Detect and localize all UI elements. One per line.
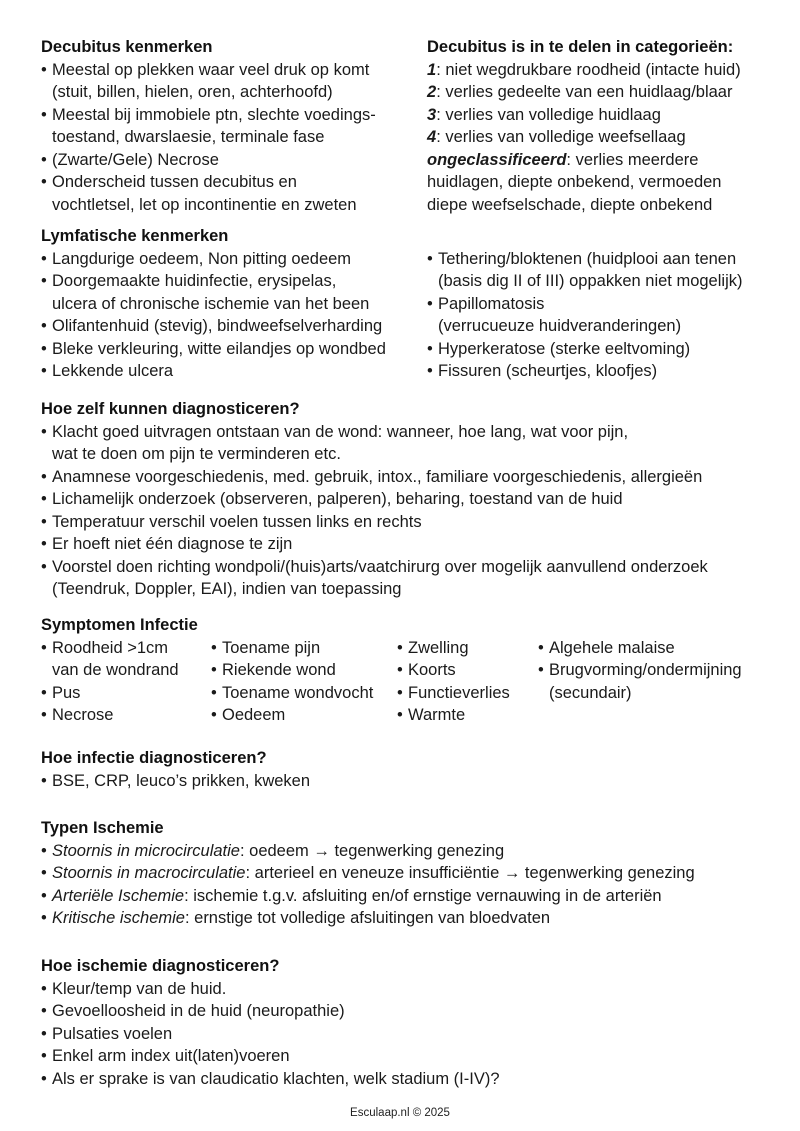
list-item-text: Algehele malaise xyxy=(549,638,675,657)
diagnose-self-list xyxy=(41,421,775,601)
ischemia-text: : ischemie t.g.v. afsluiting en/of ernstige vernauwing in de arteriën xyxy=(184,886,662,905)
list-item xyxy=(41,637,211,682)
list-item xyxy=(41,978,775,1001)
list-item xyxy=(41,907,775,930)
list-item-text: Als er sprake is van claudicatio klachten, welk stadium (I-IV)? xyxy=(52,1069,500,1088)
category-item xyxy=(427,104,775,127)
category-item xyxy=(427,59,775,82)
list-item-text: Brugvorming/ondermijning xyxy=(549,661,742,679)
list-item-text: Warmte xyxy=(408,706,466,724)
unclassified-line-2: huidlagen, diepte onbekend, vermoeden xyxy=(427,173,722,191)
category-text: : verlies gedeelte van een huidlaag/blaar xyxy=(436,83,733,101)
list-item xyxy=(538,659,775,704)
diagnose-self-title: Hoe zelf kunnen diagnosticeren? xyxy=(41,400,300,418)
ischemia-term: Stoornis in macrocirculatie xyxy=(52,864,246,882)
list-item-text: Toename pijn xyxy=(222,638,321,657)
list-item xyxy=(397,637,538,660)
list-item-text: Lichamelijk onderzoek (observeren, palperen), beharing, toestand van de huid xyxy=(52,490,623,508)
list-item-text: Necrose xyxy=(52,706,114,724)
list-item-text: Papillomatosis xyxy=(438,294,545,313)
category-number: 3 xyxy=(427,105,437,124)
list-item xyxy=(41,840,775,863)
infection-diag-section xyxy=(41,747,775,792)
list-item xyxy=(41,338,427,361)
list-item xyxy=(427,338,775,361)
list-item xyxy=(397,704,538,727)
list-item xyxy=(538,637,775,660)
ischemia-types-title: Typen Ischemie xyxy=(41,819,164,837)
list-item xyxy=(41,556,775,601)
infection-title: Symptomen Infectie xyxy=(41,616,198,634)
list-item-text: Onderscheid tussen decubitus en xyxy=(52,173,297,191)
ischemia-text: : ernstige tot volledige afsluitingen van bloedvaten xyxy=(184,909,551,927)
list-item xyxy=(211,659,397,682)
list-item xyxy=(41,466,775,489)
list-item-text: Hyperkeratose (sterke eeltvoming) xyxy=(438,339,691,358)
list-item-text: Temperatuur verschil voelen tussen links en rechts xyxy=(52,512,422,531)
list-item xyxy=(41,770,775,793)
list-item-text: Pulsaties voelen xyxy=(52,1024,173,1043)
list-item xyxy=(41,885,775,908)
list-item xyxy=(41,270,427,315)
list-item-text: Anamnese voorgeschiedenis, med. gebruik, intox., familiare voorgeschiedenis, allergieën xyxy=(52,467,703,486)
list-item xyxy=(41,862,775,885)
ischemia-types-section xyxy=(41,817,775,930)
list-item-text: Pus xyxy=(52,683,81,702)
decubitus-categories xyxy=(427,36,775,216)
list-item-text: (secundair) xyxy=(549,683,632,702)
infection-col-1 xyxy=(41,637,211,727)
list-item-text: (basis dig II of III) oppakken niet mogelijk) xyxy=(438,272,743,290)
list-item xyxy=(41,488,775,511)
list-item xyxy=(41,1045,775,1068)
list-item xyxy=(211,704,397,727)
category-number: 1 xyxy=(427,60,437,79)
list-item xyxy=(41,682,211,705)
list-item-text: Zwelling xyxy=(408,638,469,657)
list-item xyxy=(427,293,775,338)
list-item xyxy=(41,1000,775,1023)
list-item-text: (Teendruk, Doppler, EAI), indien van toepassing xyxy=(52,580,402,598)
list-item-text: Meestal op plekken waar veel druk op komt xyxy=(52,60,370,79)
ischemia-term: Stoornis in microcirculatie xyxy=(52,841,240,860)
category-item xyxy=(427,126,775,149)
infection-diag-title: Hoe infectie diagnosticeren? xyxy=(41,749,267,767)
category-number: 4 xyxy=(427,128,437,146)
list-item xyxy=(41,1023,775,1046)
list-item-text: Bleke verkleuring, witte eilandjes op wondbed xyxy=(52,339,386,358)
list-item-text: BSE, CRP, leuco’s prikken, kweken xyxy=(52,771,311,790)
list-item-text: Olifantenhuid (stevig), bindweefselverharding xyxy=(52,317,383,335)
list-item xyxy=(41,704,211,727)
lymph-list-right xyxy=(427,248,775,383)
ischemia-diag-list xyxy=(41,978,775,1091)
diagnose-self-section xyxy=(41,398,775,601)
categories-list xyxy=(427,59,775,149)
lymph-title: Lymfatische kenmerken xyxy=(41,227,229,245)
category-text: : verlies van volledige huidlaag xyxy=(436,105,661,124)
list-item-text: vochtletsel, let op incontinentie en zweten xyxy=(52,195,357,214)
list-item xyxy=(41,421,775,466)
list-item-text: Doorgemaakte huidinfectie, erysipelas, xyxy=(52,272,337,290)
list-item-text: Functieverlies xyxy=(408,683,510,702)
unclassified-label: ongeclassificeerd xyxy=(427,150,567,169)
decubitus-title: Decubitus kenmerken xyxy=(41,38,213,56)
list-item-text: Koorts xyxy=(408,661,456,679)
list-item-text: Roodheid >1cm xyxy=(52,638,169,657)
category-text: : niet wegdrukbare roodheid (intacte huid) xyxy=(436,60,741,79)
list-item-text: (stuit, billen, hielen, oren, achterhoofd) xyxy=(52,83,333,101)
list-item xyxy=(41,248,427,271)
unclassified-line-1: : verlies meerdere xyxy=(566,150,699,169)
infection-col-4 xyxy=(538,637,775,705)
unclassified-line-3: diepe weefselschade, diepte onbekend xyxy=(427,195,713,214)
list-item-text: Fissuren (scheurtjes, kloofjes) xyxy=(438,362,658,380)
list-item-text: Kleur/temp van de huid. xyxy=(52,979,227,998)
list-item-text: wat te doen om pijn te verminderen etc. xyxy=(52,445,341,463)
list-item-text: Tethering/bloktenen (huidplooi aan tenen xyxy=(438,249,737,268)
infection-col-2 xyxy=(211,637,397,727)
list-item xyxy=(397,682,538,705)
footer-credit: Esculaap.nl © 2025 xyxy=(350,1107,450,1119)
category-unclassified xyxy=(427,149,775,172)
lymph-section xyxy=(41,225,775,383)
ischemia-text: : arterieel en veneuze insufficiëntie → tegenwerking genezing xyxy=(245,864,695,882)
decubitus-section xyxy=(41,36,775,216)
list-item xyxy=(41,315,427,338)
category-item xyxy=(427,81,775,104)
list-item xyxy=(41,511,775,534)
category-number: 2 xyxy=(427,83,437,101)
list-item-text: Er hoeft niet één diagnose te zijn xyxy=(52,535,293,553)
ischemia-term: Kritische ischemie xyxy=(52,909,185,927)
list-item xyxy=(41,59,427,104)
list-item-text: (Zwarte/Gele) Necrose xyxy=(52,150,219,169)
list-item xyxy=(41,171,427,216)
list-item-text: Langdurige oedeem, Non pitting oedeem xyxy=(52,249,352,268)
infection-diag-list xyxy=(41,770,775,793)
list-item-text: ulcera of chronische ischemie van het been xyxy=(52,294,370,313)
list-item-text: Enkel arm index uit(laten)voeren xyxy=(52,1047,290,1065)
ischemia-diag-section xyxy=(41,955,775,1090)
list-item-text: Riekende wond xyxy=(222,661,336,679)
lymph-list-left xyxy=(41,248,427,383)
list-item xyxy=(41,104,427,149)
ischemia-term: Arteriële Ischemie xyxy=(52,886,185,905)
list-item xyxy=(41,1068,775,1091)
decubitus-features xyxy=(41,36,427,216)
list-item-text: toestand, dwarslaesie, terminale fase xyxy=(52,128,325,146)
list-item-text: (verrucueuze huidveranderingen) xyxy=(438,317,682,335)
list-item xyxy=(427,248,775,293)
list-item xyxy=(211,637,397,660)
ischemia-diag-title: Hoe ischemie diagnosticeren? xyxy=(41,957,280,975)
infection-section xyxy=(41,614,775,727)
list-item-text: Klacht goed uitvragen ontstaan van de wond: wanneer, hoe lang, wat voor pijn, xyxy=(52,422,629,441)
list-item-text: Voorstel doen richting wondpoli/(huis)arts/vaatchirurg over mogelijk aanvullend onderzoek xyxy=(52,557,708,576)
decubitus-list xyxy=(41,59,427,217)
list-item xyxy=(41,149,427,172)
list-item-text: Toename wondvocht xyxy=(222,683,374,702)
list-item xyxy=(427,360,775,383)
ischemia-text: : oedeem → tegenwerking genezing xyxy=(239,841,505,860)
list-item xyxy=(211,682,397,705)
list-item-text: van de wondrand xyxy=(52,661,179,679)
list-item-text: Oedeem xyxy=(222,706,286,724)
ischemia-types-list xyxy=(41,840,775,930)
list-item xyxy=(41,533,775,556)
list-item-text: Lekkende ulcera xyxy=(52,362,174,380)
categories-title: Decubitus is in te delen in categorieën: xyxy=(427,38,734,56)
category-text: : verlies van volledige weefsellaag xyxy=(436,128,686,146)
infection-col-3 xyxy=(397,637,538,727)
list-item xyxy=(41,360,427,383)
list-item-text: Meestal bij immobiele ptn, slechte voedings- xyxy=(52,105,376,124)
list-item xyxy=(397,659,538,682)
list-item-text: Gevoelloosheid in de huid (neuropathie) xyxy=(52,1002,345,1020)
